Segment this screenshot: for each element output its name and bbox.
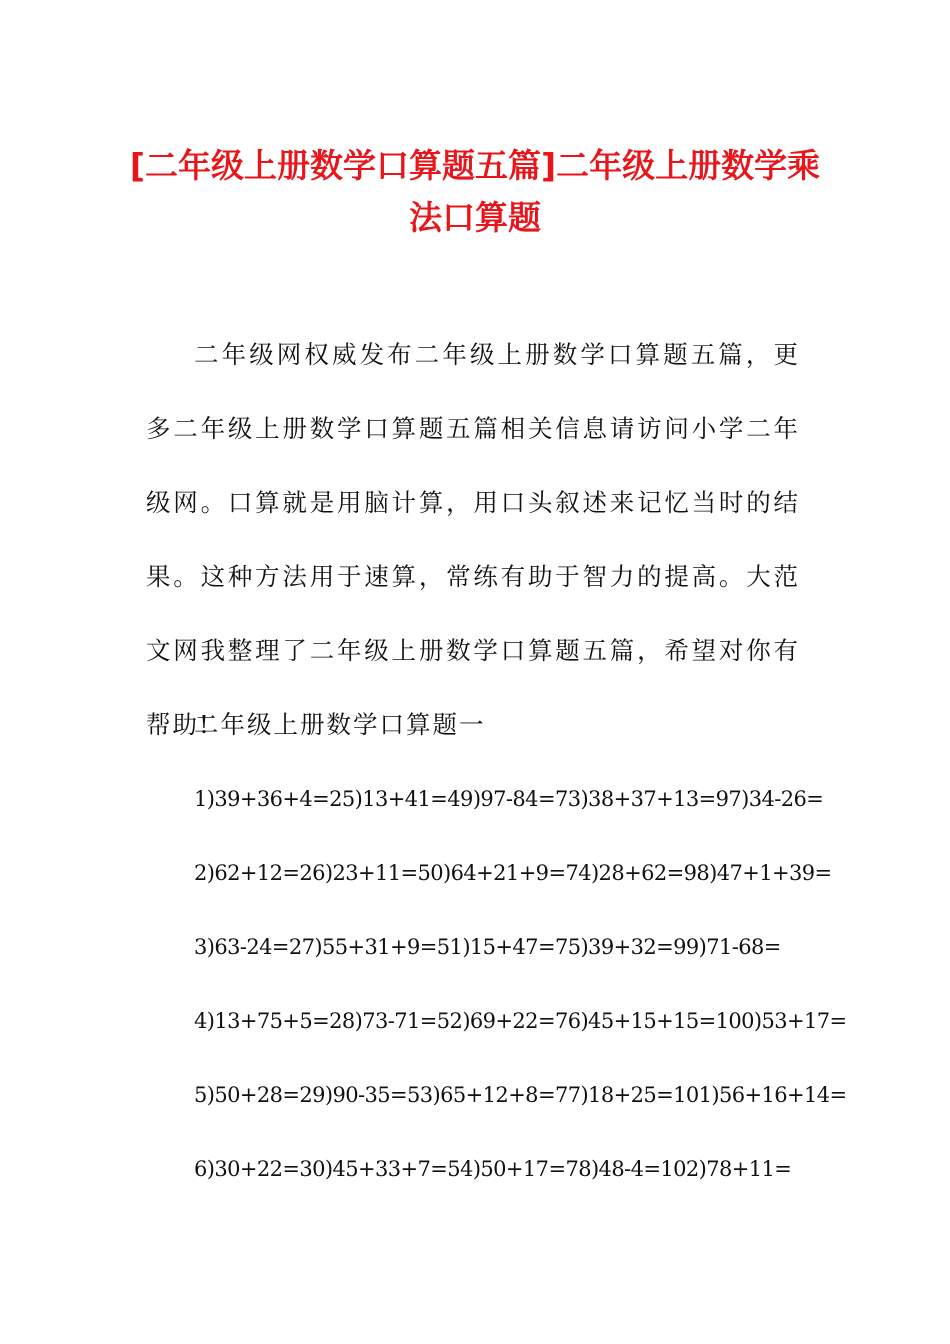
problem-row: 6)30+22=30)45+33+7=54)50+17=78)48-4=102)78+11=: [194, 1157, 792, 1181]
intro-paragraph: 二年级网权威发布二年级上册数学口算题五篇，更多二年级上册数学口算题五篇相关信息请访问小学二年级网。口算就是用脑计算，用口头叙述来记忆当时的结果。这种方法用于速算，常练有助于智力的提高。大范文网我整理了二年级上册数学口算题五篇，希望对你有帮助!: [146, 340, 800, 739]
section-heading: 二年级上册数学口算题一: [194, 710, 486, 739]
problem-row: 5)50+28=29)90-35=53)65+12+8=77)18+25=101)56+16+14=: [194, 1083, 847, 1107]
problem-row: 1)39+36+4=25)13+41=49)97-84=73)38+37+13=97)34-26=: [194, 787, 824, 811]
problem-row: 3)63-24=27)55+31+9=51)15+47=75)39+32=99)71-68=: [194, 935, 781, 959]
problem-list: [194, 762, 847, 1206]
problem-row: 4)13+75+5=28)73-71=52)69+22=76)45+15+15=100)53+17=: [194, 1009, 847, 1033]
problem-row: 2)62+12=26)23+11=50)64+21+9=74)28+62=98)47+1+39=: [194, 861, 832, 885]
document-title: [二年级上册数学口算题五篇]二年级上册数学乘法口算题: [129, 146, 821, 237]
